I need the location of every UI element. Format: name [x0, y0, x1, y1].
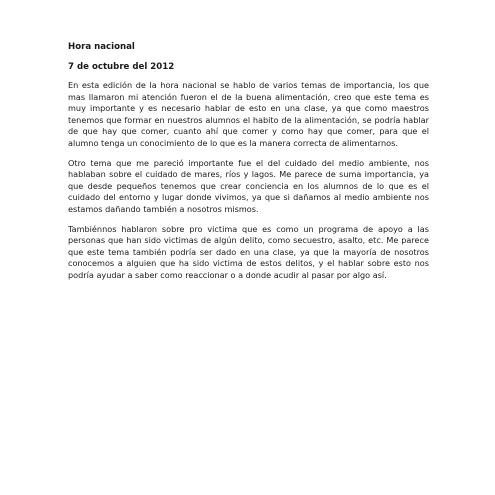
document-date: 7 de octubre del 2012 [68, 62, 175, 72]
paragraph-pro-victima: Tambiénnos hablaron sobre pro victima que es como un programa de apoyo a las personas que han sido victimas de algún delito, como secuestro, asalto, etc. Me parece que este tema también podría ser dado en una clase, ya que la mayoría de nosotros conocemos a alguien que ha sido victima de estos delitos, y el hablar sobre esto nos podría ayudar a saber como reaccionar o a donde acudir al pasar por algo así. [68, 223, 429, 280]
paragraph-environment: Otro tema que me pareció importante fue el del cuidado del medio ambiente, nos hablaban sobre el cuidado de mares, ríos y lagos. Me parece de suma importancia, ya que desde pequeños tenemos que crear conciencia en los alumnos de lo que es el cuidado del entorno y lugar donde vivimos, ya que si dañamos al medio ambiente nos estamos dañando también a nosotros mismos. [68, 157, 429, 214]
paragraph-nutrition: En esta edición de la hora nacional se hablo de varios temas de importancia, los que mas llamaron mi atención fueron el de la buena alimentación, creo que este tema es muy importante y es necesario hablar de esto en una clase, ya que como maestros tenemos que formar en nuestros alumnos el habito de la alimentación, se podría hablar de que hay que comer, cuanto ahí que comer y como hay que comer, para que el alumno tenga un conocimiento de lo que es la manera correcta de alimentarnos. [68, 80, 429, 148]
document-title: Hora nacional [68, 42, 135, 52]
document-page [68, 41, 429, 290]
